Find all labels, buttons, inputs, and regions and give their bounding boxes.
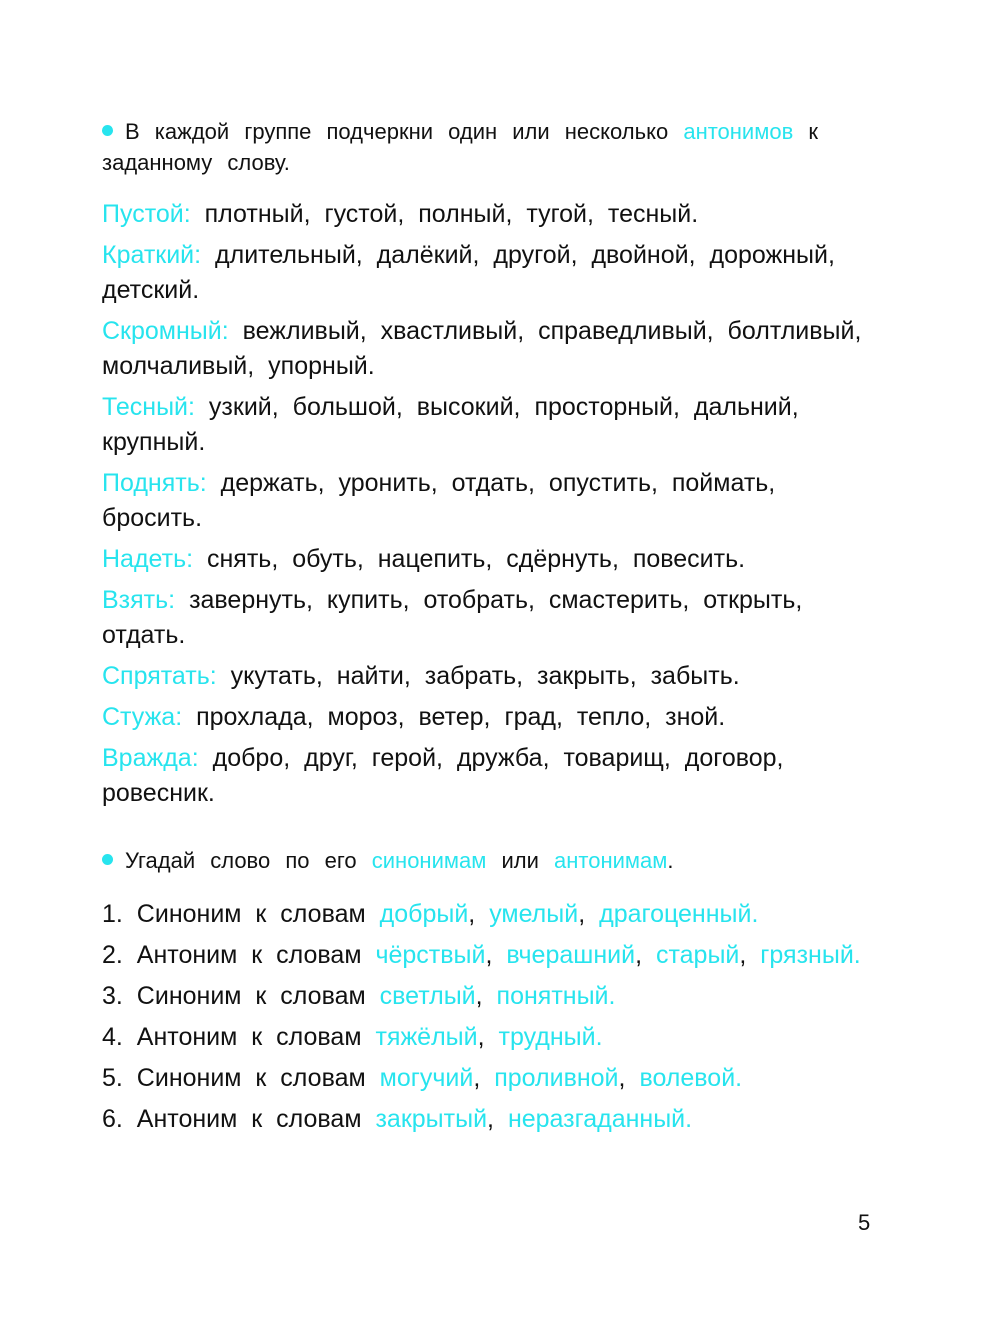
group-key: Надеть: [102, 545, 194, 573]
task-1-highlight: антонимов [683, 119, 794, 144]
riddle-item: 4. Антоним к словам тяжёлый, трудный. [102, 1023, 603, 1051]
riddle-word: волевой [639, 1064, 736, 1092]
group-key: Стужа: [102, 703, 183, 731]
riddle-item: 3. Синоним к словам светлый, понятный. [102, 982, 616, 1010]
riddles-list [102, 897, 862, 1143]
group-words: прохлада, мороз, ветер, град, тепло, зной. [196, 703, 726, 731]
antonym-groups [102, 197, 862, 817]
group-words: снять, обуть, нацепить, сдёрнуть, повесить. [207, 545, 746, 573]
riddle-word: драгоценный [599, 900, 752, 928]
riddle-word: чёрствый [375, 941, 486, 969]
antonym-group [102, 700, 862, 735]
antonym-group [102, 659, 862, 694]
riddle-word: светлый [379, 982, 476, 1010]
page-number: 5 [858, 1210, 871, 1235]
riddle-prefix: 1. Синоним к словам [102, 900, 366, 928]
bullet-icon [102, 125, 113, 136]
antonym-group [102, 238, 862, 308]
group-key: Вражда: [102, 744, 199, 772]
riddle-word: закрытый [375, 1105, 488, 1133]
group-key: Пустой: [102, 200, 191, 228]
riddle-prefix: 2. Антоним к словам [102, 941, 362, 969]
riddle-word: неразгаданный [507, 1105, 686, 1133]
antonym-group [102, 197, 862, 232]
riddle-word: грязный [760, 941, 854, 969]
riddle-item: 6. Антоним к словам закрытый, неразгаданный. [102, 1105, 693, 1133]
riddle-item: 2. Антоним к словам чёрствый, вчерашний, старый, грязный. [102, 941, 861, 969]
group-words: укутать, найти, забрать, закрыть, забыть. [230, 662, 740, 690]
task-2-instruction [102, 845, 862, 876]
antonym-group [102, 390, 862, 460]
riddle-word: могучий [379, 1064, 474, 1092]
antonym-group [102, 741, 862, 811]
antonym-group [102, 542, 862, 577]
bullet-icon [102, 854, 113, 865]
group-key: Скромный: [102, 317, 229, 345]
task-2-highlight-synonyms: синонимам [371, 848, 487, 873]
riddle-word: понятный [496, 982, 609, 1010]
task-2-text-before: Угадай слово по его [125, 848, 357, 873]
group-words: длительный, далёкий, другой, двойной, дорожный, детский. [102, 241, 835, 304]
group-key: Поднять: [102, 469, 207, 497]
riddle-word: тяжёлый [375, 1023, 478, 1051]
task-2-middle: или [501, 848, 539, 873]
riddle-prefix: 5. Синоним к словам [102, 1064, 366, 1092]
group-key: Взять: [102, 586, 176, 614]
task-1-text-before: В каждой группе подчеркни один или несколько [125, 119, 669, 144]
riddle-word: умелый [489, 900, 579, 928]
group-key: Спрятать: [102, 662, 217, 690]
riddle-word: добрый [379, 900, 469, 928]
riddle-word: трудный [498, 1023, 596, 1051]
task-2-end: . [667, 848, 674, 873]
riddle-word: старый [655, 941, 740, 969]
antonym-group [102, 466, 862, 536]
antonym-group [102, 583, 862, 653]
group-words: завернуть, купить, отобрать, смастерить, открыть, отдать. [102, 586, 803, 649]
group-words: добро, друг, герой, дружба, товарищ, договор, ровесник. [102, 744, 784, 807]
task-2-highlight-antonyms: антонимам [554, 848, 668, 873]
task-1-text-after: к заданному слову. [102, 119, 819, 175]
riddle-word: проливной [494, 1064, 619, 1092]
riddle-prefix: 6. Антоним к словам [102, 1105, 362, 1133]
riddle-item: 1. Синоним к словам добрый, умелый, драгоценный. [102, 900, 759, 928]
riddle-item: 5. Синоним к словам могучий, проливной, волевой. [102, 1064, 743, 1092]
task-1-instruction [102, 116, 862, 178]
group-key: Краткий: [102, 241, 202, 269]
riddle-word: вчерашний [506, 941, 636, 969]
riddle-prefix: 4. Антоним к словам [102, 1023, 362, 1051]
antonym-group [102, 314, 862, 384]
group-words: держать, уронить, отдать, опустить, поймать, бросить. [102, 469, 776, 532]
group-key: Тесный: [102, 393, 195, 421]
riddle-prefix: 3. Синоним к словам [102, 982, 366, 1010]
group-words: узкий, большой, высокий, просторный, дальний, крупный. [102, 393, 799, 456]
group-words: вежливый, хвастливый, справедливый, болтливый, молчаливый, упорный. [102, 317, 862, 380]
group-words: плотный, густой, полный, тугой, тесный. [204, 200, 699, 228]
